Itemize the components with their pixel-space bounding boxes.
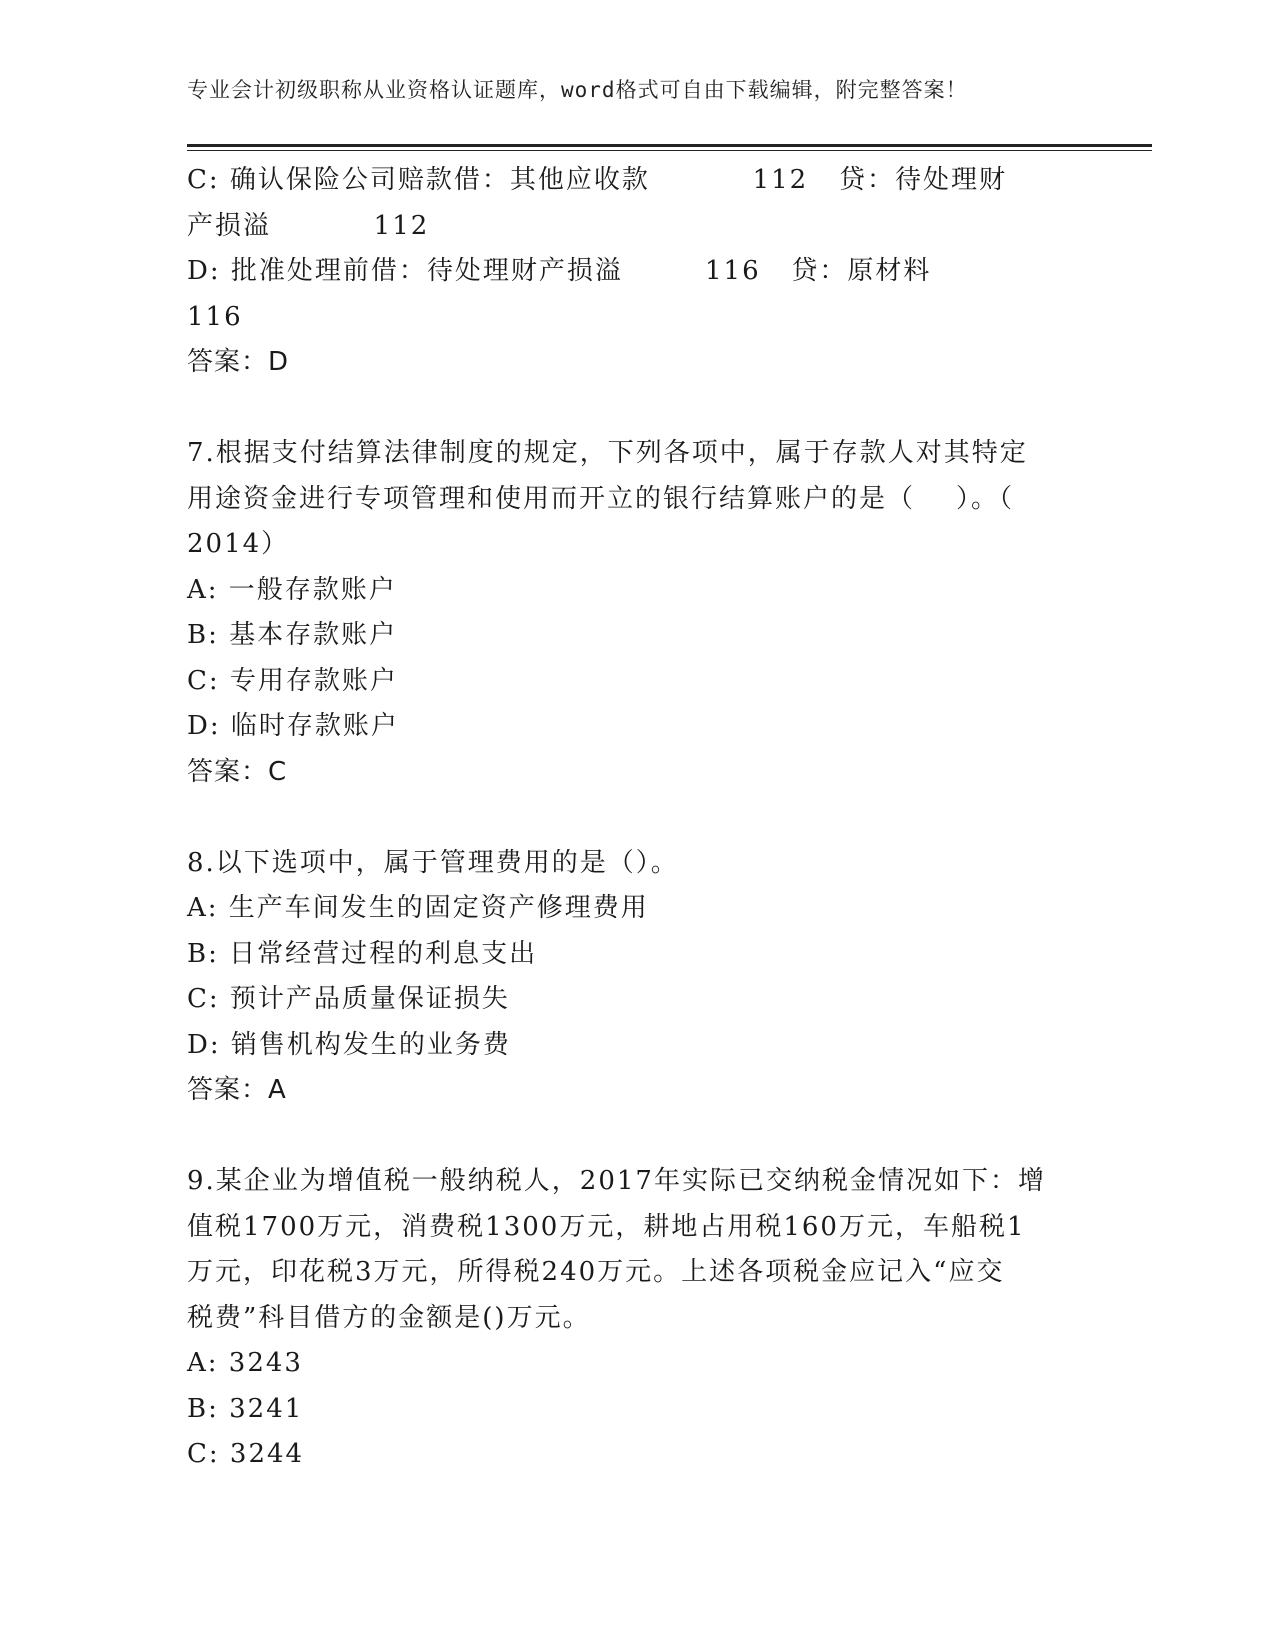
question-7-option-d: D: 临时存款账户 (187, 711, 399, 741)
option-c-line-2: 产损溢 112 (187, 210, 430, 241)
question-7 (187, 431, 1087, 795)
question-7-option-c: C: 专用存款账户 (187, 665, 398, 696)
question-8-stem-line-1: 8.以下选项中，属于管理费用的是（）。 (187, 847, 679, 878)
question-8-option-a: A: 生产车间发生的固定资产修理费用 (187, 893, 649, 923)
option-d-line-2: 116 (187, 301, 243, 332)
question-8-option-b: B: 日常经营过程的利息支出 (187, 938, 538, 969)
question-7-stem-line-1: 7.根据支付结算法律制度的规定，下列各项中，属于存款人对其特定 (187, 438, 1028, 468)
spacer (187, 1114, 1087, 1160)
answer-7: 答案：C (187, 756, 288, 787)
question-9 (187, 1159, 1087, 1478)
answer-6: 答案：D (187, 347, 290, 377)
question-9-option-c: C: 3244 (187, 1439, 305, 1469)
question-content (187, 158, 1087, 1478)
question-8-option-d: D: 销售机构发生的业务费 (187, 1029, 511, 1060)
question-8-option-c: C: 预计产品质量保证损失 (187, 984, 510, 1014)
question-9-stem-line-2: 值税1700万元，消费税1300万元，耕地占用税160万元，车船税1 (187, 1211, 1026, 1242)
question-9-stem-line-1: 9.某企业为增值税一般纳税人，2017年实际已交纳税金情况如下：增 (187, 1166, 1046, 1196)
answer-8: 答案：A (187, 1075, 287, 1105)
spacer (187, 386, 1087, 432)
option-d-line-1: D: 批准处理前借：待处理财产损溢 116 贷：原材料 (187, 256, 932, 286)
header-rule-thick (187, 144, 1152, 147)
question-9-option-a: A: 3243 (187, 1348, 303, 1378)
question-7-option-b: B: 基本存款账户 (187, 620, 398, 650)
spacer (187, 795, 1087, 841)
question-9-option-b: B: 3241 (187, 1393, 304, 1424)
header-rule-thin (187, 150, 1152, 151)
question-6-tail (187, 158, 1087, 386)
question-8 (187, 841, 1087, 1114)
page-header: 专业会计初级职称从业资格认证题库，word格式可自由下载编辑，附完整答案！ (187, 78, 968, 102)
question-7-option-a: A: 一般存款账户 (187, 574, 397, 605)
question-7-stem-line-2: 用途资金进行专项管理和使用而开立的银行结算账户的是（ ）。（ (187, 483, 1015, 514)
question-9-stem-line-3: 万元，印花税3万元，所得税240万元。上述各项税金应记入“应交 (187, 1257, 1005, 1287)
question-7-stem-line-3: 2014） (187, 529, 290, 559)
question-9-stem-line-4: 税费”科目借方的金额是()万元。 (187, 1302, 591, 1333)
option-c-line-1: C: 确认保险公司赔款借：其他应收款 112 贷：待处理财 (187, 165, 1007, 195)
